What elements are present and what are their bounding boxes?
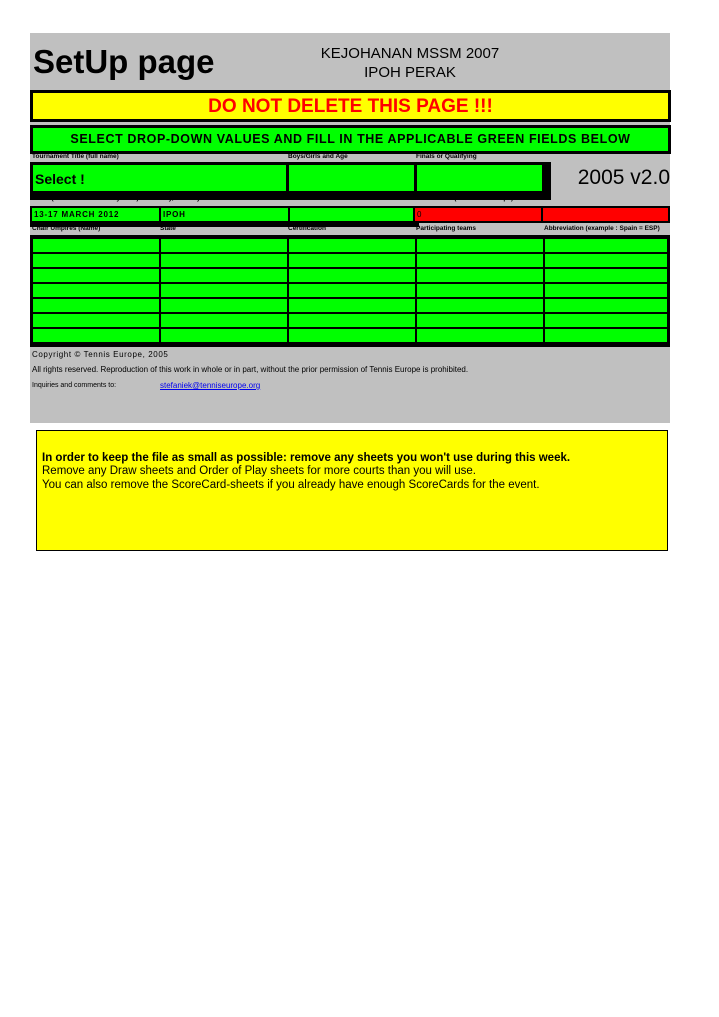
chair-umpire-field[interactable] [33,239,159,252]
certification-field[interactable] [289,269,415,282]
state-field[interactable] [161,299,287,312]
chair-umpire-field[interactable] [33,299,159,312]
abbreviation-field[interactable] [545,299,667,312]
label-tournament-title: Tournament Title (full name) [32,153,119,160]
abbreviation-field[interactable] [545,284,667,297]
contact-email-link[interactable]: stefaniek@tenniseurope.org [160,381,261,390]
dates-location-row [30,206,419,227]
abbreviation-field[interactable] [545,314,667,327]
certification-field[interactable] [289,329,415,342]
participating-team-field[interactable] [417,284,543,297]
state-field[interactable] [161,314,287,327]
finals-qualifying-field[interactable] [417,165,542,191]
label-event-name: Event name (for Summer Cups) [416,195,514,202]
chair-umpire-field[interactable] [33,284,159,297]
certification-field[interactable] [289,239,415,252]
note-line-3: You can also remove the ScoreCard-sheets if you already have enough ScoreCards for the event. [42,479,540,491]
participating-team-field[interactable] [417,329,543,342]
label-state: State [160,225,176,232]
boys-girls-age-field[interactable] [289,165,414,191]
event-name-extra-field[interactable] [543,208,668,221]
note-line-1: In order to keep the file as small as possible: remove any sheets you won't use during this week. [42,452,571,464]
label-abbreviation: Abbreviation (example : Spain = ESP) [544,225,660,232]
chair-umpire-field[interactable] [33,269,159,282]
event-name-row [415,206,670,223]
participating-team-field[interactable] [417,269,543,282]
abbreviation-field[interactable] [545,254,667,267]
label-participating-teams: Participating teams [416,225,476,232]
certification-field[interactable] [289,299,415,312]
referee-field[interactable] [290,208,413,221]
chair-umpire-field[interactable] [33,329,159,342]
certification-field[interactable] [289,314,415,327]
abbreviation-field[interactable] [545,269,667,282]
participating-team-field[interactable] [417,314,543,327]
abbreviation-field[interactable] [545,239,667,252]
participating-team-field[interactable] [417,239,543,252]
event-location: IPOH PERAK [364,64,456,81]
label-certification: Certification [288,225,326,232]
label-chair-umpires: Chair Umpires (Name) [32,225,101,232]
certification-field[interactable] [289,254,415,267]
event-header [300,44,520,82]
event-name: KEJOHANAN MSSM 2007 [320,45,500,62]
chair-umpire-field[interactable] [33,254,159,267]
state-field[interactable] [161,269,287,282]
version-label: 2005 v2.0 [577,166,670,189]
abbreviation-field[interactable] [545,329,667,342]
label-city-country: City, Country [160,195,201,202]
label-finals-qualifying: Finals or Qualifying [416,153,477,160]
note-line-2: Remove any Draw sheets and Order of Play sheets for more courts than you will use. [42,465,477,477]
file-size-note [36,430,668,551]
state-field[interactable] [161,284,287,297]
instruction-banner: SELECT DROP-DOWN VALUES AND FILL IN THE APPLICABLE GREEN FIELDS BELOW [30,125,671,154]
state-field[interactable] [161,239,287,252]
city-country-field[interactable]: IPOH [161,208,288,221]
dates-field[interactable]: 13-17 MARCH 2012 [32,208,159,221]
page-title: SetUp page [33,43,215,80]
chair-umpire-field[interactable] [33,314,159,327]
umpires-teams-grid [30,235,670,347]
participating-team-field[interactable] [417,254,543,267]
label-referee: Referee [288,195,312,202]
label-dates: Dates (use format 25-27 July 2003) [32,195,139,202]
warning-banner: DO NOT DELETE THIS PAGE !!! [30,90,671,122]
certification-field[interactable] [289,284,415,297]
state-field[interactable] [161,329,287,342]
rights-text: All rights reserved. Reproduction of this work in whole or in part, without the prior permission of Tennis Europe is prohibited. [32,365,469,374]
inquiries-label: Inquiries and comments to: [32,382,117,389]
event-name-field[interactable]: 0 [415,208,541,221]
copyright-text: Copyright © Tennis Europe, 2005 [32,350,169,359]
participating-team-field[interactable] [417,299,543,312]
tournament-title-field[interactable]: Select ! [33,165,286,191]
label-boys-girls-age: Boys/Girls and Age [288,153,348,160]
state-field[interactable] [161,254,287,267]
